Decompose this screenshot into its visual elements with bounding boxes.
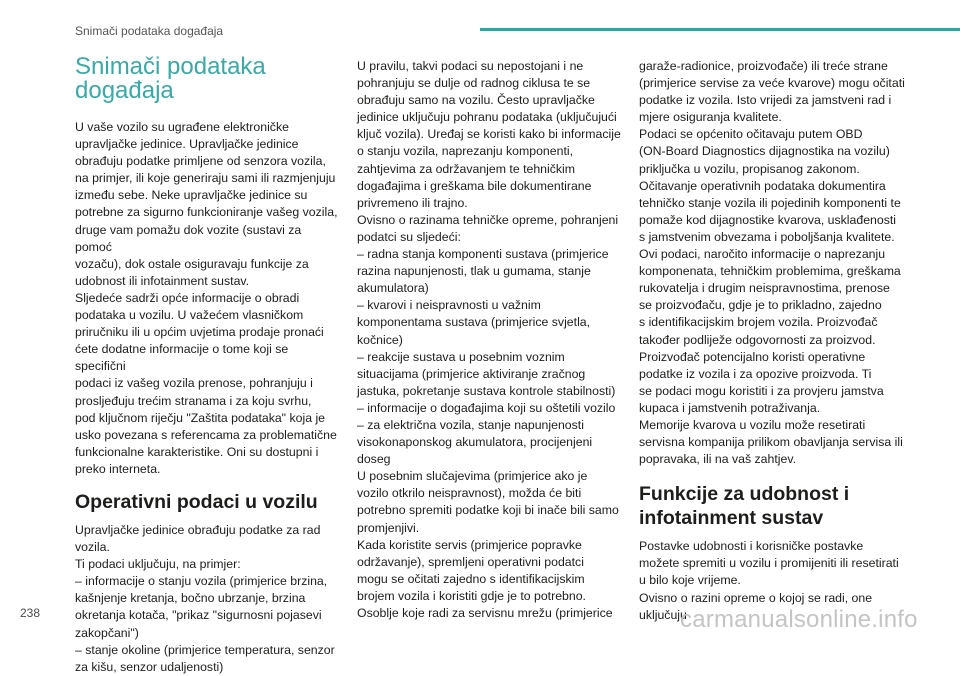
column-2-body: U pravilu, takvi podaci su nepostojani i ne pohranjuju se dulje od radnog ciklusa te se obrađuju samo na vozilu. Često upravljačke jedinice uključuju pohranu podataka (uključujući ključ vozila). Uređaj se koristi kako bi informacije o stanju vozila, naprezanju komponenti, zahtjevima za održavanjem te tehničkim događajima i greškama bile dokumentirane privremeno ili trajno. Ovisno o razinama tehničke opreme, pohranjeni podatci su sljedeći: – radna stanja komponenti sustava (primjerice razina napunjenosti, tlak u gumama, stanje akumulatora) – kvarovi i neispravnosti u važnim komponentama sustava (primjerice svjetla, kočnice) – reakcije sustava u posebnim voznim situacijama (primjerice aktiviranje zračnog jastuka, pokretanje sustava kontrole stabilnosti) – informacije o događajima koji su oštetili vozilo – za električna vozila, stanje napunjenosti visokonaponskog akumulatora, procijenjeni doseg U posebnim slučajevima (primjerice ako je vozilo otkrilo neispravnost), možda će biti potrebno spremiti podatke koji bi inače bili samo promjenjivi. Kada koristite servis (primjerice popravke održavanje), spremljeni operativni podatci mogu se očitati zajedno s identifikacijskim brojem vozila i koristiti gdje je to potrebno. Osoblje koje radi za servisnu mrežu (primjerice: [357, 59, 621, 620]
column-2: [357, 58, 622, 622]
funkcije-udobnost-body: Postavke udobnosti i korisničke postavke možete spremiti u vozilu i promijeniti ili resetirati u bilo koje vrijeme. Ovisno o razini opreme o kojoj se radi, one uključuju: [639, 539, 899, 622]
section-title-funkcije-udobnost: Funkcije za udobnost i infotainment sustav: [639, 483, 850, 530]
section-title-operativni-podaci: Operativni podaci u vozilu: [75, 490, 318, 513]
column-1: [75, 55, 340, 676]
operativni-podaci-body: Upravljačke jedinice obrađuju podatke za rad vozila. Ti podaci uključuju, na primjer: – informacije o stanju vozila (primjerice brzina, kašnjenje kretanja, bočno ubrzanje, brzina okretanja kotača, "prikaz "sigurnosni pojasevi zakopčani") – stanje okoline (primjerice temperatura, senzor za kišu, senzor udaljenosti): [75, 522, 335, 674]
page-number: 238: [20, 606, 41, 620]
chapter-title: Snimači podataka događaja: [75, 53, 266, 104]
watermark: carmanualsonline.info: [680, 606, 918, 633]
column-3: [639, 58, 909, 624]
intro-paragraph: U vaše vozilo su ugrađene elektroničke upravljačke jedinice. Upravljačke jedinice obrađuju podatke primljene od senzora vozila, na primjer, ili koje generiraju sami ili razmjenjuju između sebe. Neke upravljačke jedinice su potrebne za sigurno funkcioniranje vašeg vozila, druge vam pomažu dok vozite (sustavi za pomoć vozaču), dok ostale osiguravaju funkcije za udobnost ili infotainment sustav. Sljedeće sadrži opće informacije o obradi podataka u vozilu. U važećem vlasničkom priručniku ili u općim uvjetima prodaje pronaći ćete dodatne informacije o tome koji se specifični podaci iz vašeg vozila prenose, pohranjuju i prosljeđuju trećim stranama i za koju svrhu, pod ključnom riječju "Zaštita podataka" koja je usko povezana s referencama za problematične funkcionalne karakteristike. Oni su dostupni i preko interneta.: [75, 120, 338, 476]
header-accent-bar: [480, 28, 960, 31]
column-3-body: garaže-radionice, proizvođače) ili treće strane (primjerice servise za veće kvarove) mogu očitati podatke iz vozila. Isto vrijedi za jamstveni rad i mjere osiguranja kvalitete. Podaci se općenito očitavaju putem OBD (ON-Board Diagnostics dijagnostika na vozilu) priključka u vozilu, propisanog zakonom. Očitavanje operativnih podataka dokumentira tehničko stanje vozila ili pojedinih komponenti te pomaže kod dijagnostike kvarova, usklađenosti s jamstvenim obvezama i poboljšanja kvalitete. Ovi podaci, naročito informacije o naprezanju komponenata, tehničkim problemima, greškama rukovatelja i drugim neispravnostima, prenose se proizvođaču, gdje je to prikladno, zajedno s identifikacijskim brojem vozila. Proizvođač također podliježe odgovornosti za proizvod. Proizvođač potencijalno koristi operativne podatke iz vozila i za opozive proizvoda. Ti se podaci mogu koristiti i za provjeru jamstva kupaca i jamstvenih potraživanja. Memorije kvarova u vozilu može resetirati servisna kompanija prilikom obavljanja servisa ili popravaka, ili na vaš zahtjev.: [639, 59, 905, 467]
running-header: Snimači podataka događaja: [75, 24, 224, 38]
